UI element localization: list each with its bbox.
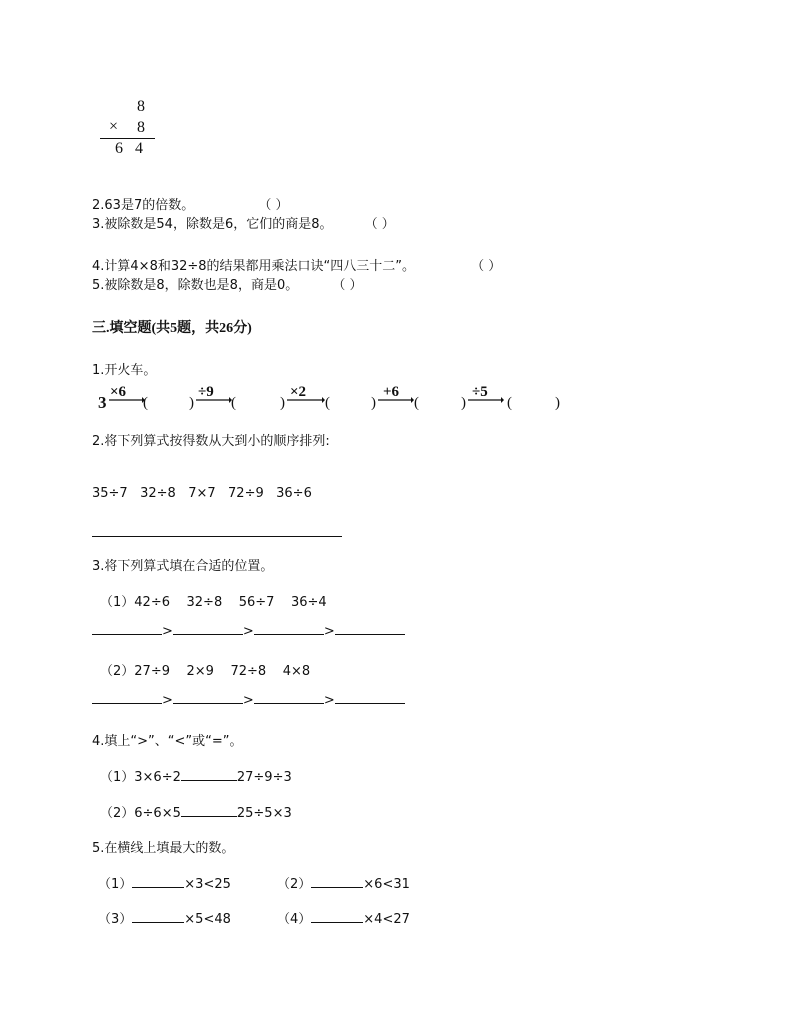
answer-blank[interactable] [92, 634, 162, 635]
answer-blank[interactable] [132, 887, 184, 888]
q3-answer-row-1 [92, 624, 405, 639]
gt-sign: > [323, 624, 335, 639]
train-op-1: ×6 [110, 384, 127, 400]
answer-blank[interactable] [173, 634, 243, 635]
train-op-4: +6 [383, 384, 400, 400]
answer-blank[interactable] [92, 703, 162, 704]
train-op-2: ÷9 [198, 384, 214, 400]
q4-left-expr: （1）3×6÷2 [100, 770, 181, 785]
answer-blank[interactable] [335, 703, 405, 704]
judge-text: 2.63是7的倍数。 [92, 198, 195, 213]
answer-paren[interactable]: （ ） [471, 259, 502, 274]
arrow-icon [378, 396, 414, 410]
q5-title: 5.在横线上填最大的数。 [92, 841, 235, 856]
train-op-3: ×2 [290, 384, 307, 400]
q3-row-1: （1）42÷6 32÷8 56÷7 36÷4 [100, 595, 327, 610]
train-blank-1-open: ( [143, 395, 148, 411]
q4-left-expr: （2）6÷6×5 [100, 806, 181, 821]
train-blank-5-open: ( [507, 395, 512, 411]
q3-answer-row-2 [92, 693, 405, 708]
q4-right-expr: 25÷5×3 [236, 806, 292, 821]
answer-blank[interactable] [173, 703, 243, 704]
answer-paren[interactable]: （ ） [332, 278, 363, 293]
q4-item-2 [100, 802, 292, 821]
train-blank-2-close: ) [280, 395, 285, 411]
answer-blank[interactable] [254, 634, 324, 635]
train-blank-1-close: ) [189, 395, 194, 411]
q2-expressions: 35÷7 32÷8 7×7 72÷9 36÷6 [92, 486, 312, 501]
q2-title: 2.将下列算式按得数从大到小的顺序排列: [92, 434, 330, 449]
judge-text: 4.计算4×8和32÷8的结果都用乘法口诀“四八三十二”。 [92, 259, 416, 274]
q5-label: （1） [98, 877, 133, 892]
arrow-icon [468, 396, 504, 410]
judge-item-5 [92, 274, 363, 293]
q5-label: （4） [277, 912, 312, 927]
gt-sign: > [323, 693, 335, 708]
q5-item-2 [277, 873, 410, 892]
judge-item-2 [92, 194, 289, 213]
q3-row-2: （2）27÷9 2×9 72÷8 4×8 [100, 664, 311, 679]
answer-blank[interactable] [132, 922, 184, 923]
gt-sign: > [162, 624, 173, 639]
answer-blank[interactable] [254, 703, 324, 704]
train-op-5: ÷5 [472, 384, 488, 400]
section-title: 三.填空题(共5题，共26分) [92, 321, 252, 336]
answer-paren[interactable]: （ ） [364, 217, 395, 232]
train-blank-4-close: ) [461, 395, 466, 411]
q3-title: 3.将下列算式填在合适的位置。 [92, 559, 274, 574]
train-blank-4-open: ( [414, 395, 419, 411]
train-blank-3-open: ( [325, 395, 330, 411]
arrow-icon [196, 396, 232, 410]
times-sign: × [109, 118, 119, 135]
answer-blank[interactable] [181, 780, 237, 781]
q1-title: 1.开火车。 [92, 363, 157, 378]
judge-item-3 [92, 213, 395, 232]
q5-label: （2） [277, 877, 312, 892]
multiplicand: 8 [137, 98, 145, 115]
train-start: 3 [98, 393, 107, 412]
multiplier: 8 [137, 119, 145, 136]
answer-blank[interactable] [181, 816, 237, 817]
multiplication-line [100, 138, 155, 139]
judge-item-4 [92, 255, 501, 274]
train-blank-5-close: ) [555, 395, 560, 411]
q5-inequality: ×4<27 [363, 912, 410, 927]
result-digit-ones: 4 [135, 140, 143, 157]
gt-sign: > [242, 624, 254, 639]
q4-title: 4.填上“>”、“<”或“=”。 [92, 734, 243, 749]
judge-text: 5.被除数是8，除数也是8，商是0。 [92, 278, 299, 293]
q5-inequality: ×5<48 [184, 912, 231, 927]
train-blank-2-open: ( [231, 395, 236, 411]
answer-blank[interactable] [335, 634, 405, 635]
arrow-icon [287, 396, 325, 410]
answer-blank[interactable] [311, 922, 363, 923]
answer-paren[interactable]: （ ） [258, 198, 289, 213]
gt-sign: > [162, 693, 173, 708]
q4-item-1 [100, 766, 292, 785]
gt-sign: > [242, 693, 254, 708]
q5-item-3 [98, 908, 231, 927]
q5-inequality: ×3<25 [184, 877, 231, 892]
q5-label: （3） [98, 912, 133, 927]
arrow-icon [109, 396, 145, 410]
answer-blank[interactable] [311, 887, 363, 888]
q5-inequality: ×6<31 [363, 877, 410, 892]
q5-item-1 [98, 873, 231, 892]
result-digit-tens: 6 [115, 140, 123, 157]
q2-answer-line[interactable] [92, 536, 342, 537]
train-blank-3-close: ) [371, 395, 376, 411]
judge-text: 3.被除数是54，除数是6，它们的商是8。 [92, 217, 333, 232]
q4-right-expr: 27÷9÷3 [236, 770, 292, 785]
q5-item-4 [277, 908, 410, 927]
